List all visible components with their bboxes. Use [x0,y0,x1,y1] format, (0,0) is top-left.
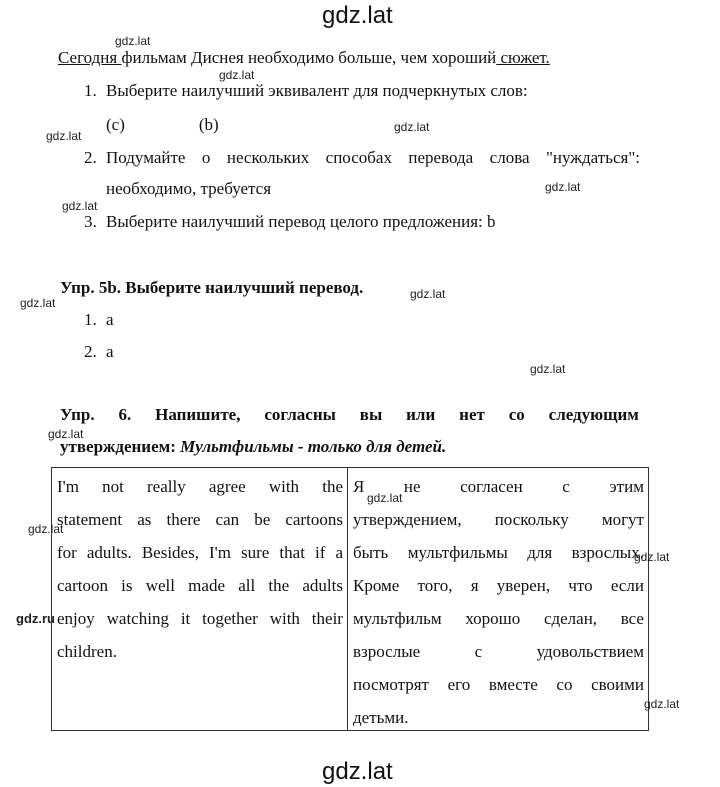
cell-word: того, [417,576,453,595]
cell-word: with [269,609,300,628]
cell-line [353,635,644,668]
english-cell [52,468,348,731]
cell-word: с [474,642,483,661]
watermark-top: gdz.lat [322,2,393,29]
cell-word: not [102,477,124,496]
underlined-word: сюжет. [496,48,550,67]
cell-word: cartoons [285,510,343,529]
watermark: gdz.lat [48,427,84,441]
cell-word: его [447,675,471,694]
cell-word: своими [591,675,644,694]
cell-line [57,536,343,569]
cell-word: adults. [86,543,132,562]
heading-word: Напишите, [155,405,241,424]
cell-word: a [335,543,343,562]
cell-word: made [188,576,225,595]
cell-word: мультфильмы [407,543,508,562]
heading-word: вы [359,405,383,424]
cell-line [353,602,644,635]
watermark: gdz.lat [394,120,430,134]
underlined-word: Сегодня [58,48,122,67]
cell-word: there [166,510,201,529]
cell-word: cartoon [57,576,108,595]
ex5a-item-3: 3. Выберите наилучший перевод целого предложения: b [84,212,496,231]
cell-word: it [180,609,191,628]
watermark: gdz.lat [28,522,64,536]
cell-word: well [145,576,175,595]
ex5a-item-2-cont: необходимо, требуется [106,179,272,198]
cell-word: Кроме [353,576,400,595]
watermark: gdz.lat [634,550,670,564]
cell-word: children. [57,642,117,661]
cell-word: что [568,576,593,595]
cell-word: I'm [209,543,231,562]
cell-word: is [121,576,133,595]
heading-word: Упр. [60,405,95,424]
cell-line [57,569,343,602]
watermark: gdz.lat [62,199,98,213]
cell-word: adults [302,576,343,595]
cell-word: могут [601,510,644,529]
cell-line [353,536,644,569]
watermark: gdz.lat [367,491,403,505]
cell-word: sure [241,543,270,562]
cell-word: посмотрят [353,675,429,694]
watermark-bottom: gdz.lat [322,758,393,785]
cell-word: сделан, [543,609,598,628]
cell-word: watching [106,609,169,628]
ex5b-heading: Упр. 5b. Выберите наилучший перевод. [60,278,364,297]
cell-word: детьми. [353,708,409,727]
watermark: gdz.lat [20,296,56,310]
watermark-ru: gdz.ru [16,611,55,626]
watermark: gdz.lat [115,34,151,48]
cell-word: хорошо [465,609,521,628]
cell-line [353,668,644,701]
ex6-heading-line1 [60,405,639,425]
ex5a-item-2: 2. Подумайте о нескольких способах перевода слова "нуждаться": [84,148,640,167]
ex6-heading-line2: утверждением: Мультфильмы - только для детей. [60,437,447,456]
cell-word: если [610,576,644,595]
cell-word: I'm [57,477,79,496]
cell-word: if [314,543,326,562]
watermark: gdz.lat [410,287,446,301]
cell-word: Besides, [141,543,199,562]
cell-word: Я [353,477,365,496]
heading-word: нет [459,405,485,424]
cell-word: all [238,576,256,595]
cell-word: вместе [488,675,538,694]
cell-word: мультфильм [353,609,442,628]
cell-word: уверен, [496,576,551,595]
ex5a-item-1: 1. Выберите наилучший эквивалент для подчеркнутых слов: [84,81,528,100]
cell-word: enjoy [57,609,95,628]
cell-word: really [147,477,186,496]
heading-word: 6. [118,405,132,424]
watermark: gdz.lat [219,68,255,82]
watermark: gdz.lat [545,180,581,194]
cell-word: согласен [460,477,523,496]
cell-line [353,569,644,602]
watermark: gdz.lat [530,362,566,376]
sentence-middle: фильмам Диснея необходимо больше, чем хороший [121,48,497,67]
ex5a-sentence [58,48,550,68]
cell-word: together [202,609,258,628]
watermark: gdz.lat [644,697,680,711]
cell-word: their [311,609,343,628]
cell-word: взрослые [353,642,421,661]
ex5a-item-1-answers: (c) (b) [106,115,219,134]
cell-word: поскольку [494,510,569,529]
cell-word: can [215,510,240,529]
ex5b-item-1: 1. a [84,310,114,329]
cell-word: the [322,477,343,496]
heading-word: или [406,405,436,424]
cell-word: for [57,543,77,562]
cell-word: the [268,576,290,595]
cell-word: be [254,510,271,529]
cell-line [57,635,343,668]
cell-line [57,470,343,503]
cell-line [353,701,644,734]
cell-word: быть [353,543,389,562]
watermark: gdz.lat [46,129,82,143]
heading-word: следующим [548,405,639,424]
cell-line [353,503,644,536]
ex5b-item-2: 2. a [84,342,114,361]
cell-word: утверждением, [353,510,462,529]
russian-cell [348,468,649,731]
heading-word: согласны [264,405,336,424]
cell-word: со [556,675,573,694]
cell-word: as [137,510,152,529]
cell-word: удовольствием [536,642,644,661]
answer-table [51,467,649,731]
cell-word: для [527,543,553,562]
cell-word: с [562,477,570,496]
cell-word: with [268,477,300,496]
cell-word: все [620,609,644,628]
heading-word: со [508,405,525,424]
cell-word: agree [208,477,246,496]
cell-line [57,602,343,635]
cell-word: не [403,477,421,496]
cell-word: statement [57,510,123,529]
cell-word: взрослых. [571,543,644,562]
cell-word: я [470,576,479,595]
cell-word: этим [609,477,644,496]
cell-word: that [279,543,305,562]
cell-line [57,503,343,536]
